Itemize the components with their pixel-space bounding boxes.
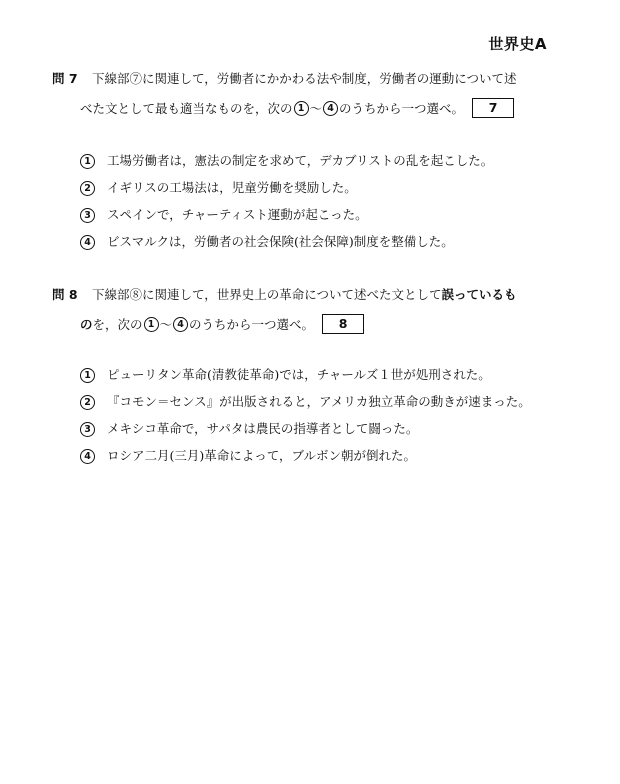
option-item	[80, 418, 560, 445]
option-marker: 2	[80, 181, 95, 196]
option-marker: 4	[80, 235, 95, 250]
option-item	[80, 150, 560, 177]
option-marker: 3	[80, 422, 95, 437]
question-8-stem-line-1	[92, 284, 517, 306]
question-7-line-2	[52, 98, 552, 128]
question-7-number: 問 7	[52, 71, 78, 86]
option-text: ビスマルクは，労働者の社会保険(社会保障)制度を整備した。	[107, 234, 454, 249]
option-text: スペインで，チャーティスト運動が起こった。	[107, 207, 368, 222]
option-item	[80, 445, 560, 472]
range-separator: ～	[159, 317, 173, 332]
option-marker: 3	[80, 208, 95, 223]
option-text: ピューリタン革命(清教徒革命)では，チャールズ１世が処刑された。	[107, 367, 491, 382]
question-8-options	[80, 364, 560, 472]
answer-box-7: 7	[472, 98, 514, 118]
range-end-marker: 4	[173, 317, 188, 332]
question-7-line-1	[52, 68, 552, 98]
option-marker: 1	[80, 368, 95, 383]
option-text: ロシア二月(三月)革命によって，ブルボン朝が倒れた。	[107, 448, 417, 463]
option-marker: 4	[80, 449, 95, 464]
question-7-options	[80, 150, 560, 258]
option-item	[80, 364, 560, 391]
range-end-marker: 4	[323, 101, 338, 116]
question-8	[52, 284, 552, 344]
question-8-stem-prefix: 下線部⑧に関連して，世界史上の革命について述べた文として	[92, 287, 442, 302]
option-marker: 1	[80, 154, 95, 169]
question-8-stem-prefix-2: を，次の	[92, 317, 143, 332]
subject-header: 世界史A	[488, 35, 547, 53]
option-text: イギリスの工場法は，児童労働を奨励した。	[107, 180, 357, 195]
question-7-stem-prefix: べた文として最も適当なものを，次の	[80, 101, 293, 116]
question-8-number: 問 8	[52, 287, 78, 302]
question-7	[52, 68, 552, 128]
question-7-stem-line-2	[80, 98, 514, 120]
question-8-line-1	[52, 284, 552, 314]
option-item	[80, 204, 560, 231]
range-separator: ～	[309, 101, 323, 116]
option-item	[80, 231, 560, 258]
option-marker: 2	[80, 395, 95, 410]
question-7-stem-line-1: 下線部⑦に関連して，労働者にかかわる法や制度，労働者の運動について述	[92, 71, 517, 86]
question-7-stem-suffix: のうちから一つ選べ。	[339, 101, 465, 116]
option-item	[80, 391, 560, 418]
answer-box-8: 8	[322, 314, 364, 334]
question-8-emphasis: 誤っているも	[441, 287, 517, 302]
question-8-line-2	[52, 314, 552, 344]
question-8-stem-suffix: のうちから一つ選べ。	[189, 317, 315, 332]
question-8-stem-line-2	[80, 314, 364, 336]
question-8-emphasis-cont: の	[80, 317, 93, 332]
option-text: 工場労働者は，憲法の制定を求めて，デカブリストの乱を起こした。	[107, 153, 494, 168]
option-item	[80, 177, 560, 204]
option-text: 『コモン＝センス』が出版されると，アメリカ独立革命の動きが速まった。	[107, 394, 531, 409]
option-text: メキシコ革命で，サパタは農民の指導者として闘った。	[107, 421, 419, 436]
range-start-marker: 1	[144, 317, 159, 332]
range-start-marker: 1	[294, 101, 309, 116]
